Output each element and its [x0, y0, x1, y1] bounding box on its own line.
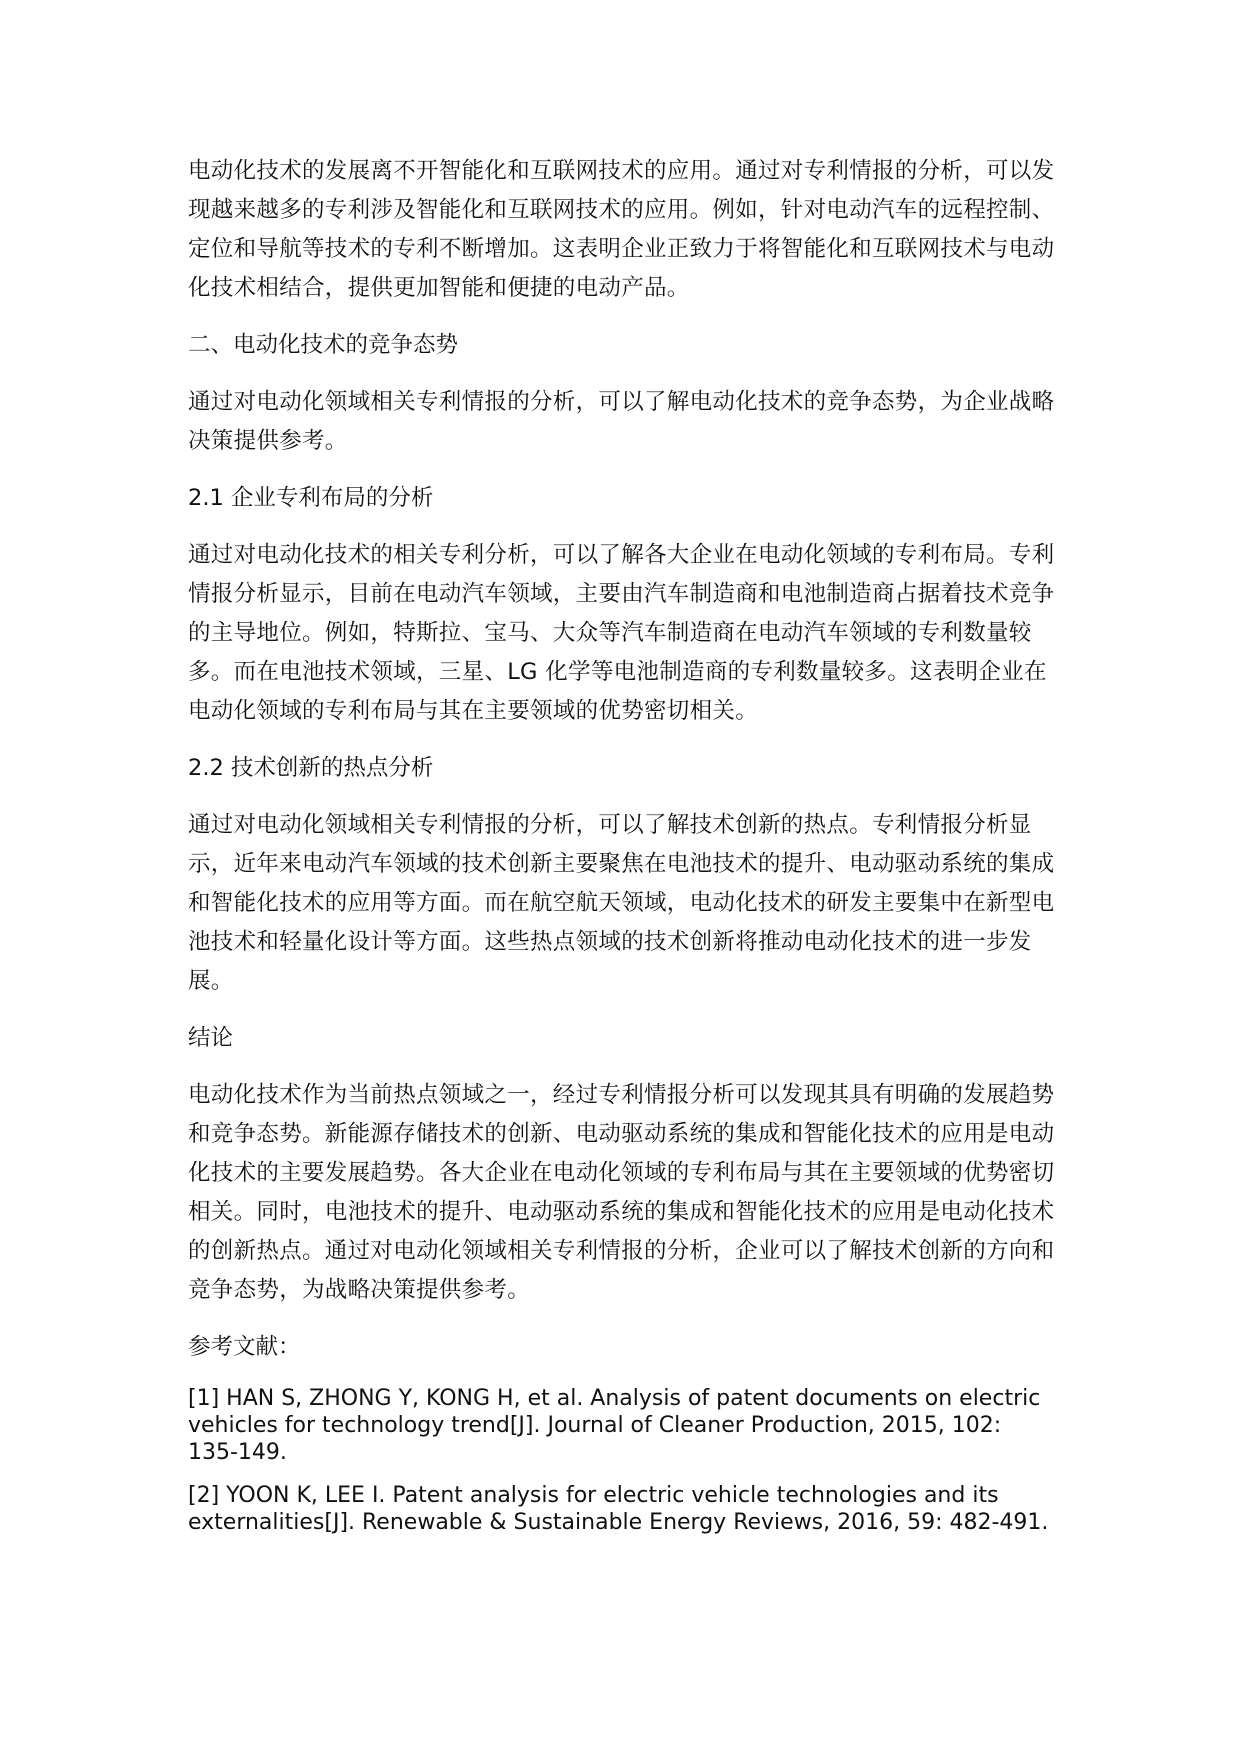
section-heading: 二、电动化技术的竞争态势 — [188, 332, 459, 358]
conclusion-heading: 结论 — [188, 1025, 234, 1051]
body-paragraph: 通过对电动化领域相关专利情报的分析，可以了解技术创新的热点。专利情报分析显示，近年来电动汽车领域的技术创新主要聚焦在电池技术的提升、电动驱动系统的集成和智能化技术的应用等方面。而在航空航天领域，电动化技术的研发主要集中在新型电池技术和轻量化设计等方面。这些热点领域的技术创新将推动电动化技术的进一步发展。 — [188, 812, 1055, 994]
body-paragraph: 电动化技术的发展离不开智能化和互联网技术的应用。通过对专利情报的分析，可以发现越来越多的专利涉及智能化和互联网技术的应用。例如，针对电动汽车的远程控制、定位和导航等技术的专利不断增加。这表明企业正致力于将智能化和互联网技术与电动化技术相结合，提供更加智能和便捷的电动产品。 — [188, 158, 1055, 301]
subsection-heading: 2.2 技术创新的热点分析 — [188, 755, 434, 781]
document-body — [188, 152, 1058, 1552]
subsection-heading: 2.1 企业专利布局的分析 — [188, 485, 434, 511]
body-paragraph: 通过对电动化技术的相关专利分析，可以了解各大企业在电动化领域的专利布局。专利情报分析显示，目前在电动汽车领域，主要由汽车制造商和电池制造商占据着技术竞争的主导地位。例如，特斯拉、宝马、大众等汽车制造商在电动汽车领域的专利数量较多。而在电池技术领域，三星、LG 化学等电池制造商的专利数量较多。这表明企业在电动化领域的专利布局与其在主要领域的优势密切相关。 — [188, 542, 1055, 724]
body-paragraph: 电动化技术作为当前热点领域之一，经过专利情报分析可以发现其具有明确的发展趋势和竞争态势。新能源存储技术的创新、电动驱动系统的集成和智能化技术的应用是电动化技术的主要发展趋势。各大企业在电动化领域的专利布局与其在主要领域的优势密切相关。同时，电池技术的提升、电动驱动系统的集成和智能化技术的应用是电动化技术的创新热点。通过对电动化领域相关专利情报的分析，企业可以了解技术创新的方向和竞争态势，为战略决策提供参考。 — [188, 1082, 1055, 1303]
reference-item: [2] YOON K, LEE I. Patent analysis for electric vehicle technologies and its externalities[J]. Renewable & Sustainable Energy Reviews, 2016, 59: 482-491. — [188, 1483, 1049, 1535]
body-paragraph: 通过对电动化领域相关专利情报的分析，可以了解电动化技术的竞争态势，为企业战略决策提供参考。 — [188, 389, 1055, 454]
references-heading: 参考文献： — [188, 1334, 301, 1360]
reference-item: [1] HAN S, ZHONG Y, KONG H, et al. Analysis of patent documents on electric vehicles for technology trend[J]. Journal of Cleaner Production, 2015, 102: 135-149. — [188, 1386, 1041, 1465]
